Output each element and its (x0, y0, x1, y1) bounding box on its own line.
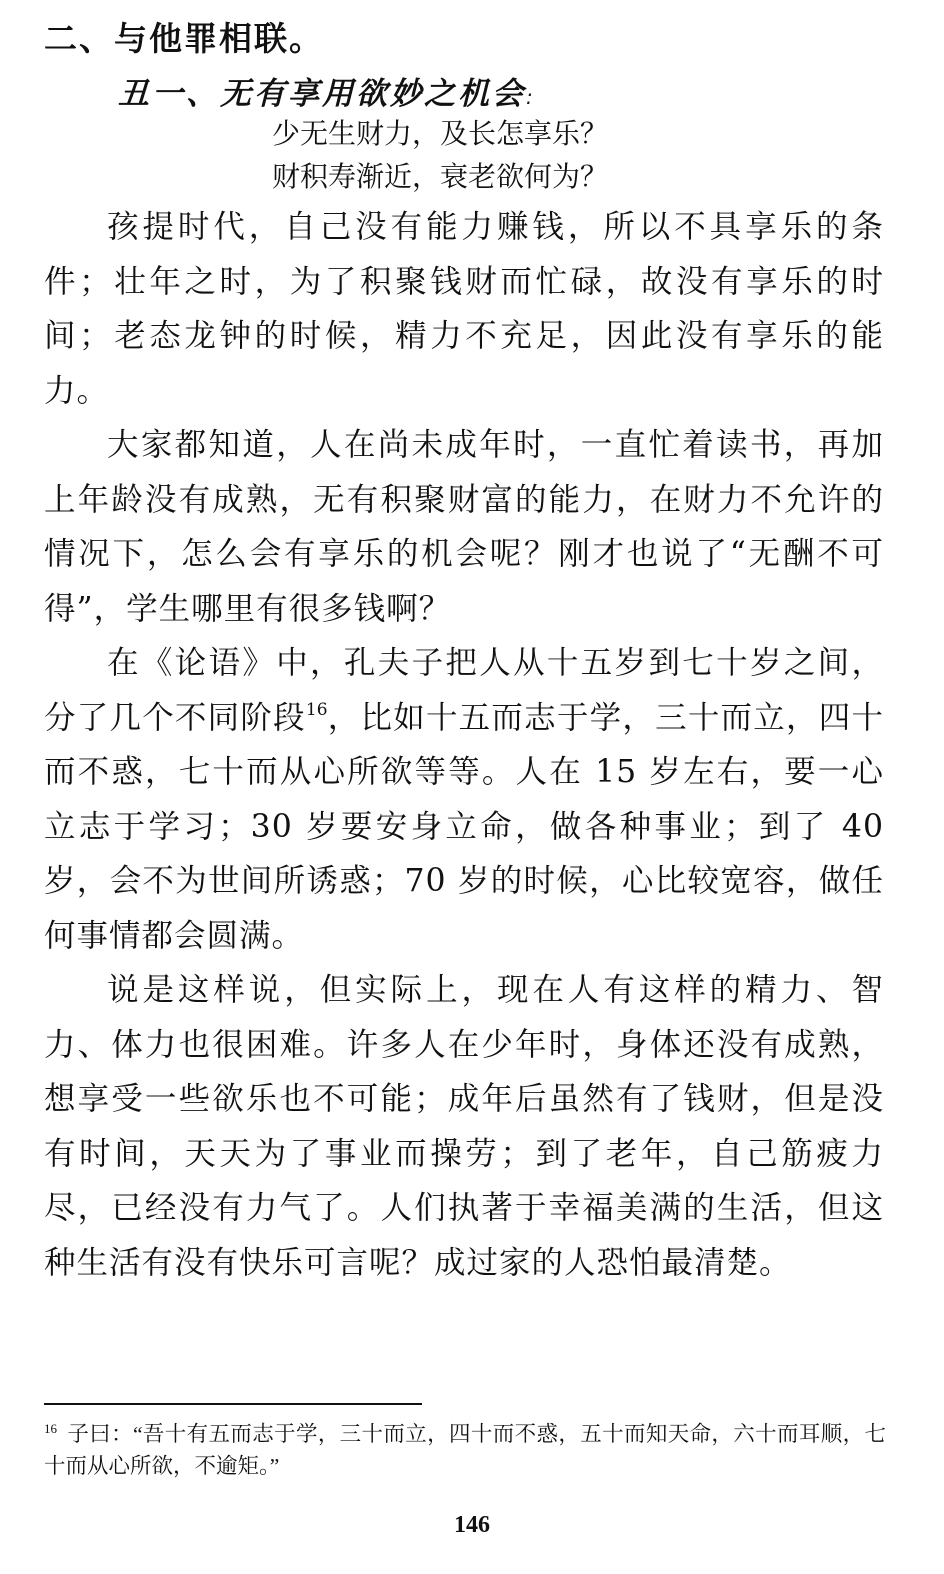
paragraph-3-part-1: 在《论语》中，孔夫子把人从十五岁到七十岁之间，分了几个不同阶段 (44, 645, 884, 736)
paragraph-4: 说是这样说，但实际上，现在人有这样的精力、智力、体力也很困难。许多人在少年时，身体还没有成熟，想享受一些欲乐也不可能；成年后虽然有了钱财，但是没有时间，天天为了事业而操劳；到了老年，自己筋疲力尽，已经没有力气了。人们执著于幸福美满的生活，但这种生活有没有快乐可言呢？成过家的人恐怕最清楚。 (44, 972, 884, 1281)
paragraph-2: 大家都知道，人在尚未成年时，一直忙着读书，再加上年龄没有成熟，无有积聚财富的能力，在财力不允许的情况下，怎么会有享乐的机会呢？刚才也说了“无酬不可得”，学生哪里有很多钱啊？ (44, 427, 884, 627)
verse-line-1: 少无生财力，及长怎享乐？ (272, 117, 609, 150)
subsection-heading-text: 丑一、无有享用欲妙之机会 (118, 76, 526, 112)
body-text (44, 200, 884, 1290)
footnote-text: 子曰：“吾十有五而志于学，三十而立，四十而不惑，五十而知天命，六十而耳顺，七十而从心所欲，不逾矩。” (44, 1422, 886, 1478)
footnote (44, 1418, 886, 1482)
footnote-reference[interactable]: 16 (305, 699, 328, 720)
paragraph-3 (44, 636, 884, 963)
footnote-number: 16 (44, 1421, 57, 1436)
paragraph-3-part-2: ，比如十五而志于学，三十而立，四十而不惑，七十而从心所欲等等。人在 15 岁左右，要一心立志于学习；30 岁要安身立命，做各种事业；到了 40 岁，会不为世间所诱惑；70 岁的时候，心比较宽容，做任何事情都会圆满。 (44, 699, 884, 954)
section-heading: 二、与他罪相联。 (44, 19, 324, 58)
subsection-heading-colon: : (526, 85, 536, 109)
footnote-divider (44, 1403, 422, 1405)
verse-line-2: 财积寿渐近，衰老欲何为？ (272, 160, 609, 193)
page-number: 146 (454, 1512, 490, 1538)
paragraph-1: 孩提时代，自己没有能力赚钱，所以不具享乐的条件；壮年之时，为了积聚钱财而忙碌，故没有享乐的时间；老态龙钟的时候，精力不充足，因此没有享乐的能力。 (44, 209, 884, 409)
